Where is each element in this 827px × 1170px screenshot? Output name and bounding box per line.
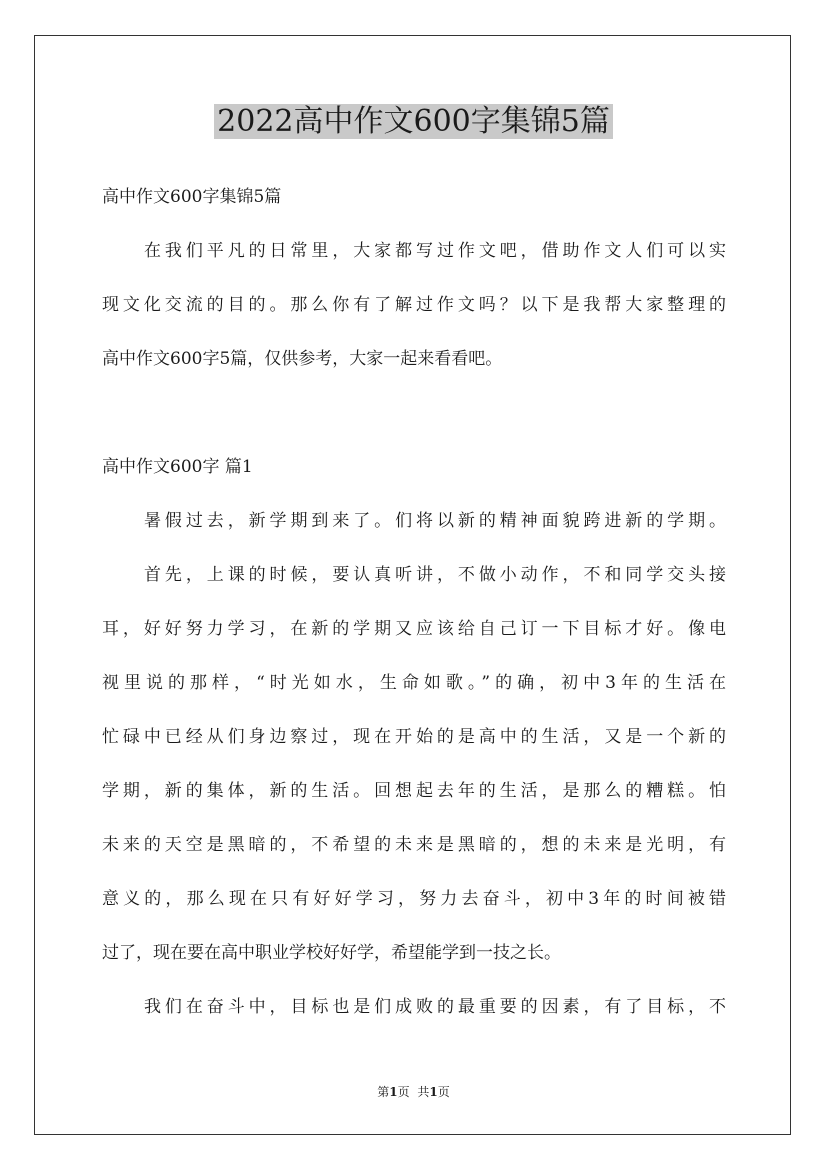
document-subtitle: 高中作文600字集锦5篇: [102, 187, 282, 207]
total-pages: 1: [429, 1085, 438, 1099]
page-prefix: 第: [377, 1085, 390, 1099]
page-number: 1: [389, 1085, 398, 1099]
paragraph-line: 学期，新的集体，新的生活。回想起去年的生活，是那么的糟糕。怕: [102, 781, 726, 801]
paragraph-line: 过了，现在要在高中职业学校好好学，希望能学到一技之长。: [102, 943, 561, 963]
document-title-text: 2022高中作文600字集锦5篇: [214, 104, 613, 139]
paragraph-line: 首先，上课的时候，要认真听讲，不做小动作，不和同学交头接: [144, 565, 726, 585]
page-suffix: 页: [397, 1085, 410, 1099]
section-heading: 高中作文600字 篇1: [102, 457, 253, 477]
document-body: [102, 170, 726, 1034]
intro-line: 在我们平凡的日常里，大家都写过作文吧，借助作文人们可以实: [144, 241, 726, 261]
paragraph-line: 未来的天空是黑暗的，不希望的未来是黑暗的，想的未来是光明，有: [102, 835, 726, 855]
total-prefix: 共: [417, 1085, 430, 1099]
page-footer: [0, 1083, 827, 1101]
paragraph-line: 我们在奋斗中，目标也是们成败的最重要的因素，有了目标，不: [144, 997, 726, 1017]
intro-line: 现文化交流的目的。那么你有了解过作文吗？以下是我帮大家整理的: [102, 295, 726, 315]
paragraph-line: 暑假过去，新学期到来了。们将以新的精神面貌跨进新的学期。: [144, 511, 726, 531]
paragraph-gap: [102, 386, 726, 440]
total-suffix: 页: [437, 1085, 450, 1099]
intro-line: 高中作文600字5篇，仅供参考，大家一起来看看吧。: [102, 349, 503, 369]
paragraph-line: 视里说的那样，“时光如水，生命如歌。”的确，初中3年的生活在: [102, 673, 726, 693]
paragraph-line: 意义的，那么现在只有好好学习，努力去奋斗，初中3年的时间被错: [102, 889, 726, 909]
document-title: [0, 100, 827, 144]
paragraph-line: 耳，好好努力学习，在新的学期又应该给自己订一下目标才好。像电: [102, 619, 726, 639]
paragraph-line: 忙碌中已经从们身边察过，现在开始的是高中的生活，又是一个新的: [102, 727, 726, 747]
